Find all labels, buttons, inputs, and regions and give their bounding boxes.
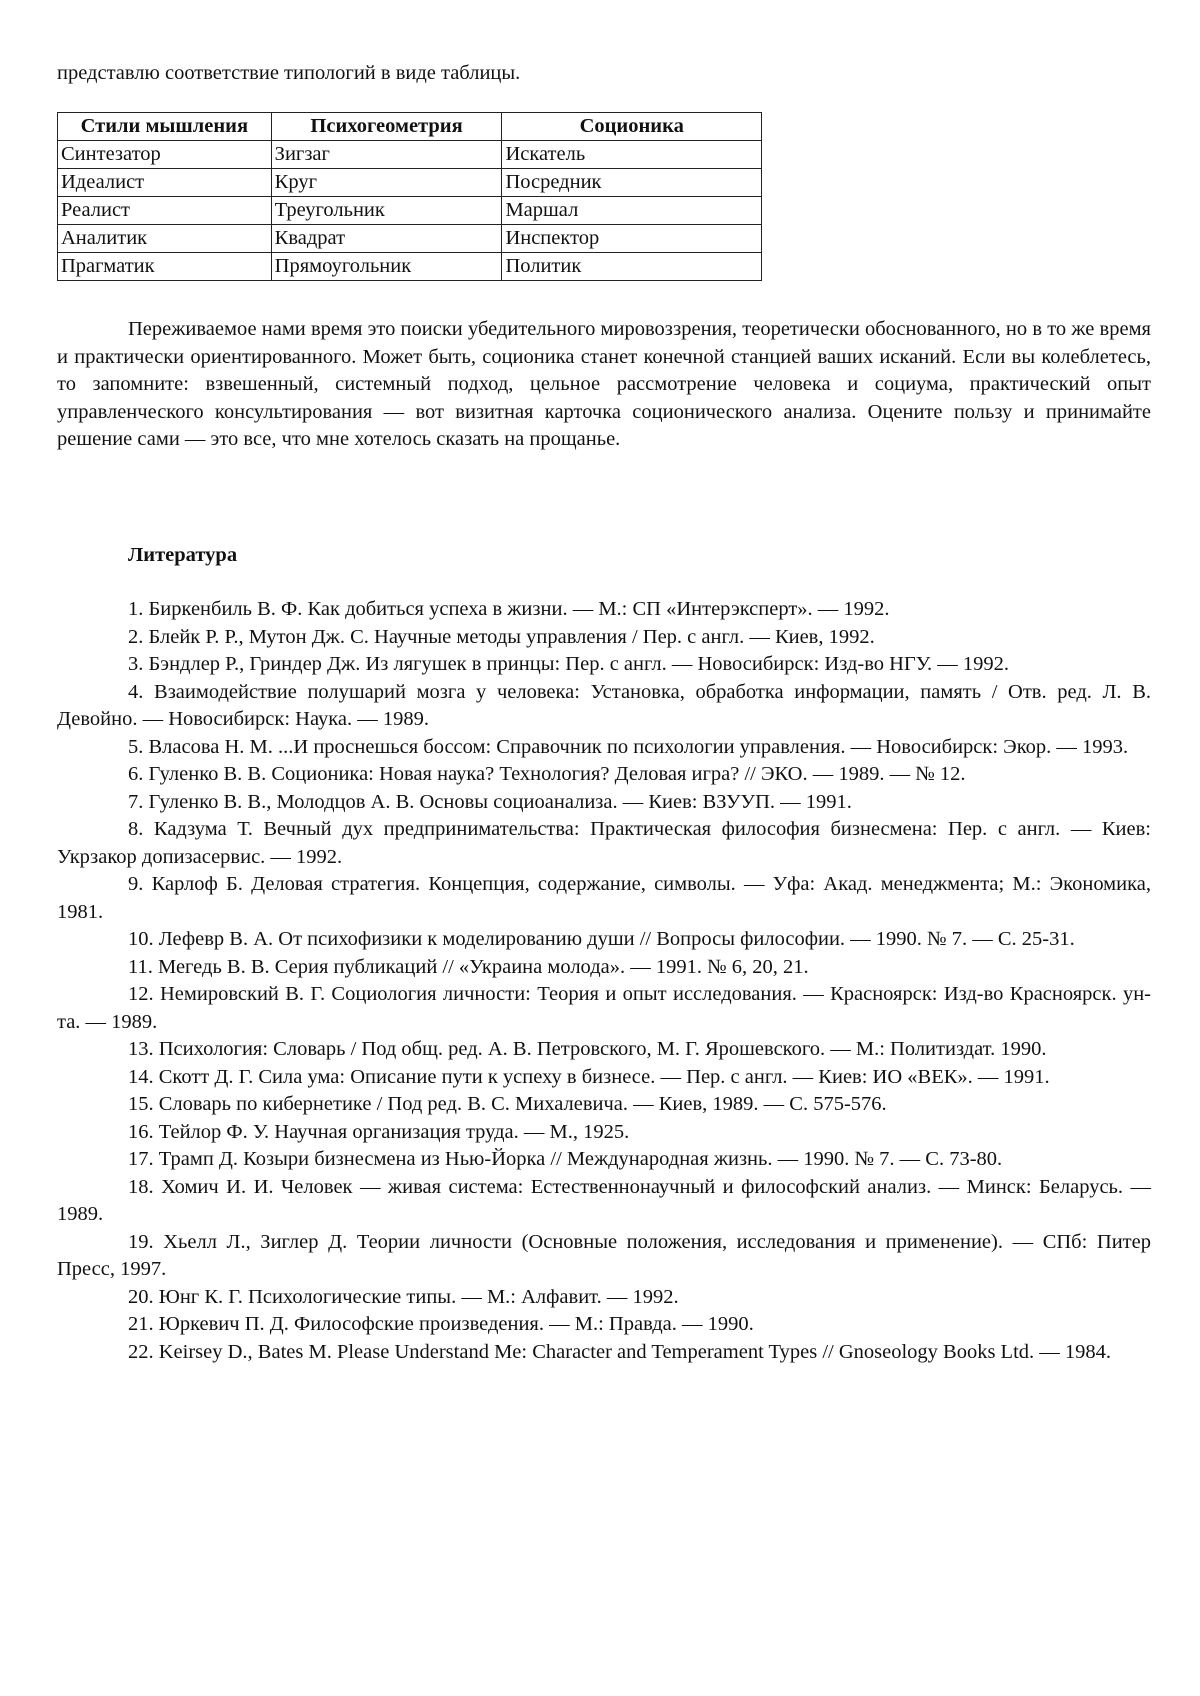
reference-item: 15. Словарь по кибернетике / Под ред. В. С. Михалевича. — Киев, 1989. — С. 575-576. — [128, 1093, 887, 1115]
table-cell: Синтезатор — [58, 141, 272, 169]
reference-item: 12. Немировский В. Г. Социология личности: Теория и опыт исследования. — Красноярск: Изд-во Красноярск. ун-та. — 1989. — [57, 983, 1151, 1033]
reference-item: 13. Психология: Словарь / Под общ. ред. А. В. Петровского, М. Г. Ярошевского. — М.: Политиздат. 1990. — [128, 1038, 1047, 1060]
table-cell: Треугольник — [271, 197, 502, 225]
header-thinking-styles: Стили мышления — [58, 113, 272, 141]
reference-item: 2. Блейк Р. Р., Мутон Дж. С. Научные методы управления / Пер. с англ. — Киев, 1992. — [128, 625, 875, 648]
reference-item: 21. Юркевич П. Д. Философские произведения. — М.: Правда. — 1990. — [128, 1313, 754, 1335]
reference-item: 11. Мегедь В. В. Серия публикаций // «Украина молода». — 1991. № 6, 20, 21. — [128, 955, 809, 978]
reference-item: 4. Взаимодействие полушарий мозга у человека: Установка, обработка информации, память / Отв. ред. Л. В. Девойно. — Новосибирск: Наука. — 1989. — [57, 680, 1151, 730]
reference-item: 17. Трамп Д. Козыри бизнесмена из Нью-Йорка // Международная жизнь. — 1990. № 7. — С. 73-80. — [128, 1148, 1003, 1170]
reference-item: 19. Хьелл Л., Зиглер Д. Теории личности (Основные положения, исследования и применение). — СПб: Питер Пресс, 1997. — [57, 1230, 1151, 1280]
table-row — [58, 141, 762, 169]
table-cell: Искатель — [502, 141, 762, 169]
table-cell: Реалист — [58, 197, 272, 225]
table-cell: Аналитик — [58, 225, 272, 253]
body-paragraph — [57, 316, 1151, 454]
reference-item: 16. Тейлор Ф. У. Научная организация труда. — М., 1925. — [128, 1120, 630, 1143]
typology-table — [57, 112, 762, 281]
reference-item: 18. Хомич И. И. Человек — живая система: Естественнонаучный и философский анализ. — Минск: Беларусь. — 1989. — [57, 1175, 1151, 1225]
table-row — [58, 169, 762, 197]
reference-item: 20. Юнг К. Г. Психологические типы. — М.: Алфавит. — 1992. — [128, 1285, 679, 1308]
table-row — [58, 197, 762, 225]
reference-item: 9. Карлоф Б. Деловая стратегия. Концепция, содержание, символы. — Уфа: Акад. менеджмента; М.: Экономика, 1981. — [57, 873, 1151, 923]
table-cell: Прагматик — [58, 253, 272, 281]
table-header-row — [58, 113, 762, 141]
reference-item: 3. Бэндлер Р., Гриндер Дж. Из лягушек в принцы: Пер. с англ. — Новосибирск: Изд-во НГУ. — 1992. — [128, 653, 1009, 675]
reference-item: 14. Скотт Д. Г. Сила ума: Описание пути к успеху в бизнесе. — Пер. с англ. — Киев: ИО «ВЕК». — 1991. — [128, 1065, 1050, 1088]
table-cell: Зигзаг — [271, 141, 502, 169]
intro-line: представлю соответствие типологий в виде таблицы. — [57, 62, 521, 84]
table-cell: Посредник — [502, 169, 762, 197]
reference-item: 10. Лефевр В. А. От психофизики к моделированию души // Вопросы философии. — 1990. № 7. — С. 25-31. — [128, 928, 1075, 950]
header-psychogeometry: Психогеометрия — [271, 113, 502, 141]
table-row — [58, 253, 762, 281]
table-cell: Маршал — [502, 197, 762, 225]
reference-item: 5. Власова Н. М. ...И проснешься боссом: Справочник по психологии управления. — Новосибирск: Экор. — 1993. — [128, 735, 1129, 758]
reference-item: 6. Гуленко В. В. Соционика: Новая наука? Технология? Деловая игра? // ЭКО. — 1989. — № 12. — [128, 763, 966, 785]
table-cell: Инспектор — [502, 225, 762, 253]
table-row — [58, 225, 762, 253]
header-socionics: Соционика — [502, 113, 762, 141]
table-cell: Политик — [502, 253, 762, 281]
reference-item: 1. Биркенбиль В. Ф. Как добиться успеха в жизни. — М.: СП «Интерэксперт». — 1992. — [128, 598, 890, 620]
table-cell: Идеалист — [58, 169, 272, 197]
literature-heading: Литература — [128, 544, 238, 566]
reference-item: 8. Кадзума Т. Вечный дух предпринимательства: Практическая философия бизнесмена: Пер. с англ. — Киев: Укрзакор допизасервис. — 1992. — [57, 818, 1151, 868]
reference-item: 7. Гуленко В. В., Молодцов А. В. Основы социоанализа. — Киев: ВЗУУП. — 1991. — [128, 790, 852, 813]
reference-item: 22. Keirsey D., Bates M. Please Understand Me: Character and Temperament Types // Gnoseology Books Ltd. — 1984. — [128, 1340, 1112, 1363]
table-cell: Круг — [271, 169, 502, 197]
references-list — [57, 596, 1151, 1366]
table-cell: Прямоугольник — [271, 253, 502, 281]
body-paragraph-text: Переживаемое нами время это поиски убедительного мировоззрения, теоретически обоснованного, но в то же время и практически ориентированного. Может быть, соционика станет конечной станцией ваших исканий. Если вы колеблетесь, то запомните: взвешенный, системный подход, цельное рассмотрение человека и социума, практический опыт управленческого консультирования — вот визитная карточка соционического анализа. Оцените пользу и принимайте решение сами — это все, что мне хотелось сказать на прощанье. — [57, 318, 1151, 450]
table-cell: Квадрат — [271, 225, 502, 253]
